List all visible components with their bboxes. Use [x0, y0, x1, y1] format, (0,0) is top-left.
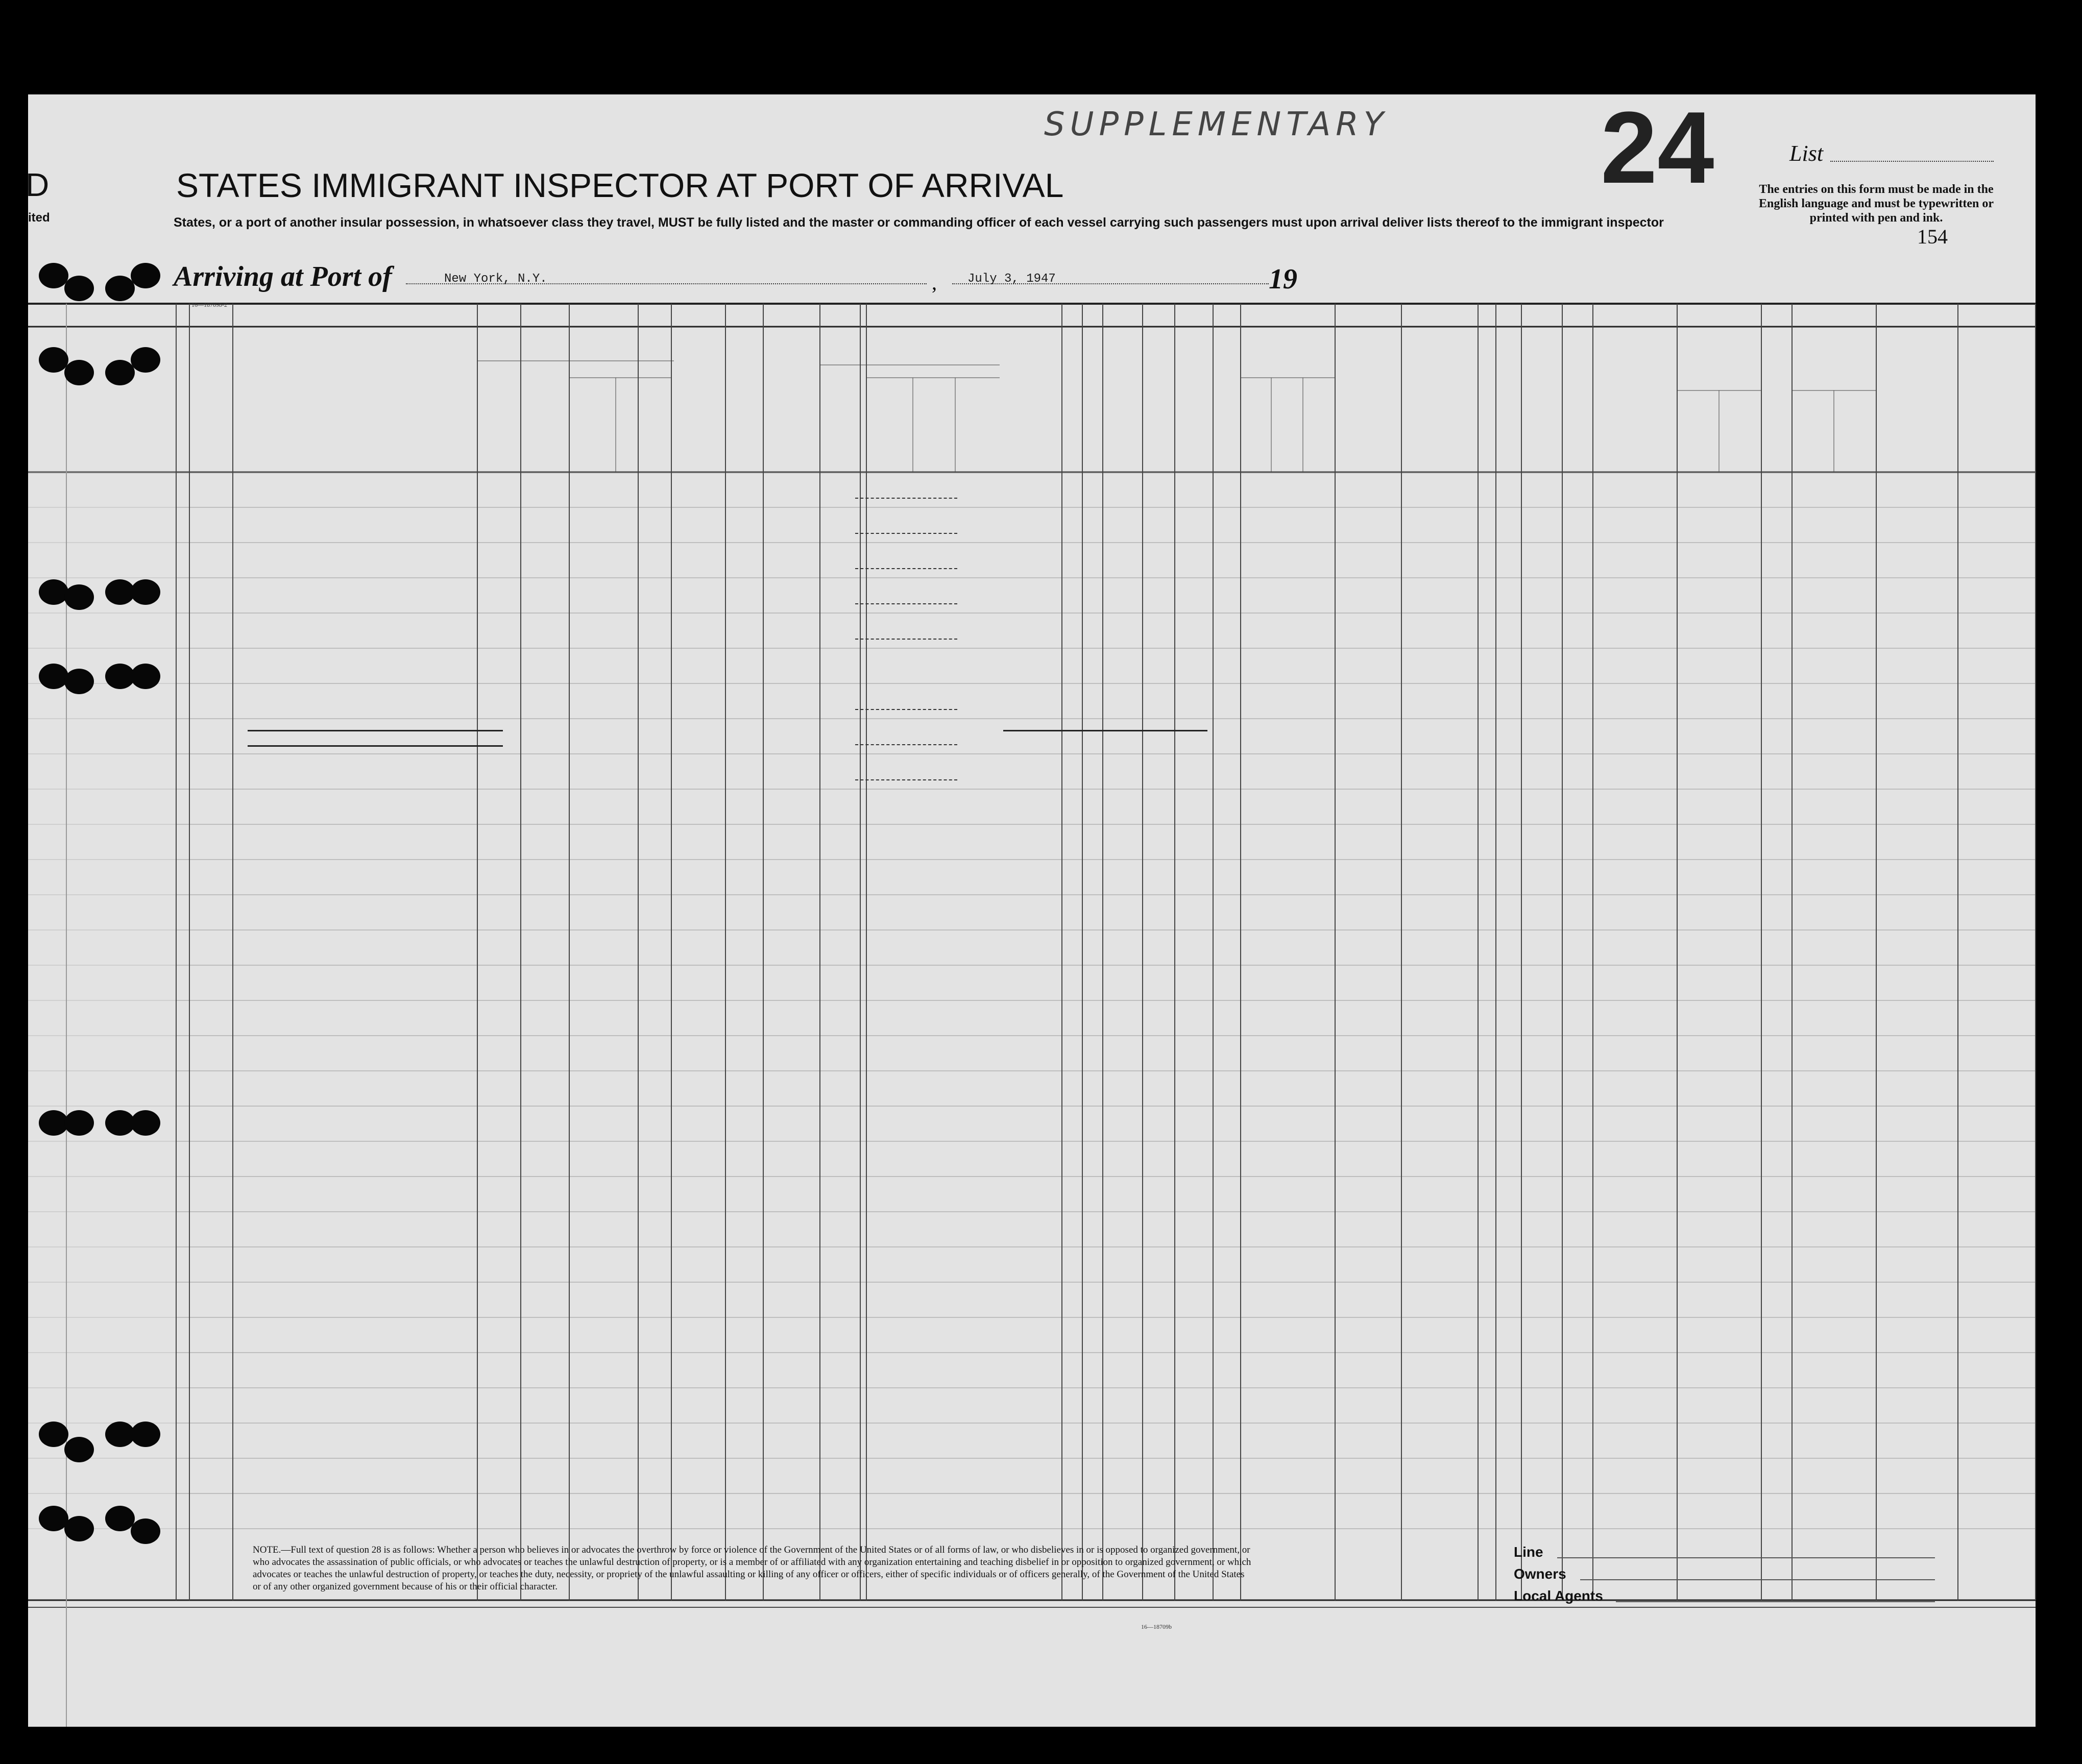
form-code-bottom: 16—18709b	[1141, 1623, 1172, 1630]
blank-dash	[855, 603, 957, 604]
line-rule	[1557, 1557, 1935, 1558]
punch-hole	[39, 664, 68, 689]
blank-dash	[855, 779, 957, 780]
form-page-number: 154	[1917, 225, 1948, 248]
punch-hole	[64, 1110, 94, 1136]
column-number	[1925, 308, 1955, 323]
left-fragment-ited: ited	[28, 211, 50, 225]
column-number	[1767, 308, 1798, 323]
blank-dash	[855, 744, 957, 745]
column-number	[896, 308, 927, 323]
supplementary-stamp: SUPPLEMENTARY	[1044, 106, 1389, 143]
punch-hole	[64, 1516, 94, 1541]
column-number	[1608, 308, 1639, 323]
blank-dash	[855, 533, 957, 534]
column-number	[1719, 308, 1750, 323]
strike-line	[1003, 730, 1207, 731]
column-number	[530, 308, 561, 323]
blank-dash	[855, 568, 957, 569]
punch-hole	[131, 263, 160, 288]
punch-hole	[64, 276, 94, 301]
punch-hole	[39, 1422, 68, 1447]
punch-hole	[39, 263, 68, 288]
punch-hole	[105, 360, 135, 385]
punch-hole	[105, 1506, 135, 1531]
punch-hole	[39, 347, 68, 373]
column-number	[1569, 308, 1600, 323]
punch-hole	[131, 579, 160, 605]
column-number	[788, 308, 818, 323]
page-title: STATES IMMIGRANT INSPECTOR AT PORT OF ARRIVAL	[176, 166, 1064, 204]
manifest-sheet	[26, 91, 2036, 1727]
agents-rule	[1616, 1601, 1935, 1602]
punch-hole	[64, 584, 94, 610]
blank-dash	[855, 639, 957, 640]
punch-hole	[64, 360, 94, 385]
column-number	[1470, 308, 1501, 323]
left-fragment-d: D	[26, 166, 50, 203]
strike-line	[248, 745, 503, 747]
blank-dash	[855, 498, 957, 499]
column-number	[1819, 308, 1849, 323]
punch-hole	[64, 669, 94, 694]
date-value: July 3, 1947	[967, 272, 1056, 286]
punch-hole	[64, 1437, 94, 1462]
footnote-q28: NOTE.—Full text of question 28 is as follows: Whether a person who believes in or advocates the overthrow by force or violence of the Government of the United States or of all forms of law, or who disbelieves in or is opposed to organized government, or who advocates the assassination of public officials, or who advocates or teaches the unlawful destruction of property, or is a member of or affiliated with any organization entertaining and teaching disbelief in or opposition to organized government, or which advocates or teaches the unlawful destruction of property, or teaches the duty, necessity, or propriety of the unlawful assaulting or killing of any officer or officers, either of specific individuals or of officers generally, of the Government of the United States or of any other organized government because of his or their official character.	[253, 1545, 1251, 1592]
port-value: New York, N.Y.	[444, 272, 547, 286]
column-number	[1401, 308, 1432, 323]
column-number	[340, 308, 370, 323]
column-number	[1366, 308, 1396, 323]
column-number	[1511, 308, 1542, 323]
strike-line	[248, 730, 503, 731]
punch-hole	[131, 1518, 160, 1544]
form-code-top: 16—18709b-2	[191, 301, 227, 308]
punch-hole	[131, 1422, 160, 1447]
line-label: Line	[1514, 1544, 1543, 1560]
form-instructions: The entries on this form must be made in the English language and must be typewritten or printed with pen and ink.	[1758, 183, 1994, 225]
local-agents-label: Local Agents	[1514, 1588, 1603, 1604]
list-rule	[1830, 161, 1994, 162]
year-prefix: 19	[1269, 263, 1297, 295]
punch-hole	[39, 579, 68, 605]
punch-hole	[131, 1110, 160, 1136]
list-label: List	[1789, 141, 1824, 166]
punch-hole	[105, 276, 135, 301]
punch-hole	[131, 347, 160, 373]
table-grid	[28, 94, 2036, 1727]
column-number	[1105, 308, 1136, 323]
column-number	[1667, 308, 1698, 323]
column-number	[725, 308, 756, 323]
owners-rule	[1580, 1579, 1935, 1580]
arriving-label: Arriving at Port of	[174, 261, 392, 292]
punch-hole	[131, 664, 160, 689]
page-subtitle: States, or a port of another insular possession, in whatsoever class they travel, MUST be fully listed and the master or commanding officer of each vessel carrying such passengers must upon arrival deliver lists thereof to the immigrant inspector	[174, 215, 1664, 230]
column-number	[1289, 308, 1320, 323]
blank-dash	[855, 709, 957, 710]
page-big-number: 24	[1601, 91, 1714, 205]
column-number	[661, 308, 692, 323]
port-comma: ,	[932, 271, 937, 294]
owners-label: Owners	[1514, 1566, 1566, 1582]
column-number	[1430, 308, 1460, 323]
column-number	[196, 308, 226, 323]
